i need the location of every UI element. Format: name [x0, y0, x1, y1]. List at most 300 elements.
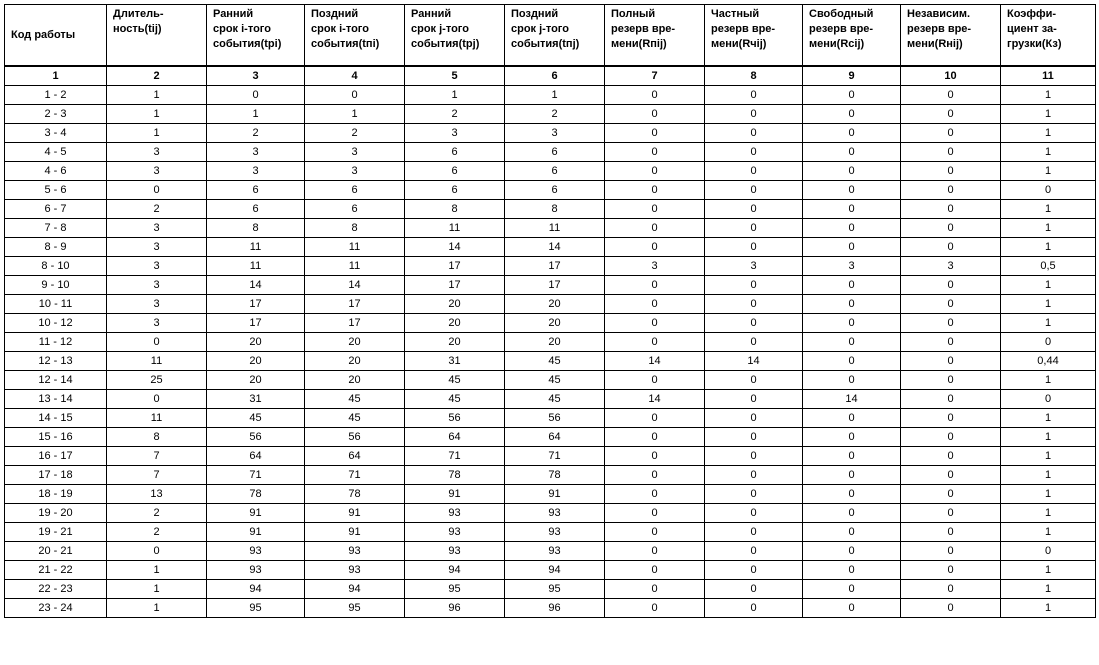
column-header: Свободный резерв вре- мени(Rсij) [803, 5, 901, 67]
table-row [5, 162, 1096, 181]
table-cell: 64 [405, 428, 505, 447]
table-cell: 0 [803, 124, 901, 143]
table-cell: 0 [803, 580, 901, 599]
table-cell: 0 [605, 200, 705, 219]
column-number: 4 [305, 66, 405, 86]
table-cell: 0 [901, 333, 1001, 352]
table-cell: 0,5 [1001, 257, 1096, 276]
table-cell: 1 [1001, 599, 1096, 618]
table-cell: 0 [705, 428, 803, 447]
table-cell: 0 [107, 390, 207, 409]
table-cell: 0 [605, 523, 705, 542]
table-cell: 0 [803, 447, 901, 466]
table-cell: 3 [305, 143, 405, 162]
table-cell: 17 [505, 276, 605, 295]
column-number: 9 [803, 66, 901, 86]
table-cell: 93 [405, 523, 505, 542]
table-cell: 6 [207, 200, 305, 219]
column-number: 1 [5, 66, 107, 86]
work-code-cell: 9 - 10 [5, 276, 107, 295]
table-row [5, 504, 1096, 523]
table-cell: 14 [605, 352, 705, 371]
table-cell: 93 [505, 504, 605, 523]
table-cell: 0 [803, 542, 901, 561]
column-number-row [5, 66, 1096, 86]
table-cell: 64 [207, 447, 305, 466]
work-code-cell: 4 - 6 [5, 162, 107, 181]
table-cell: 93 [207, 561, 305, 580]
table-cell: 0 [605, 428, 705, 447]
work-code-cell: 8 - 9 [5, 238, 107, 257]
table-cell: 0 [705, 523, 803, 542]
table-cell: 56 [305, 428, 405, 447]
table-cell: 0 [605, 181, 705, 200]
work-code-cell: 12 - 13 [5, 352, 107, 371]
table-cell: 45 [505, 371, 605, 390]
table-row [5, 409, 1096, 428]
table-cell: 91 [305, 523, 405, 542]
table-cell: 0 [705, 580, 803, 599]
table-row [5, 86, 1096, 105]
table-cell: 20 [505, 314, 605, 333]
table-cell: 7 [107, 447, 207, 466]
table-cell: 31 [207, 390, 305, 409]
table-cell: 20 [405, 295, 505, 314]
table-cell: 0 [605, 314, 705, 333]
table-row [5, 295, 1096, 314]
work-code-cell: 19 - 21 [5, 523, 107, 542]
table-row [5, 561, 1096, 580]
table-cell: 95 [305, 599, 405, 618]
table-cell: 64 [305, 447, 405, 466]
table-cell: 0 [803, 314, 901, 333]
column-header: Поздний срок j-того события(tпj) [505, 5, 605, 67]
table-cell: 1 [107, 105, 207, 124]
work-code-cell: 1 - 2 [5, 86, 107, 105]
table-cell: 0 [901, 219, 1001, 238]
network-schedule-table [4, 4, 1096, 618]
work-code-cell: 7 - 8 [5, 219, 107, 238]
table-cell: 1 [1001, 428, 1096, 447]
table-cell: 0 [803, 466, 901, 485]
table-cell: 17 [305, 314, 405, 333]
table-cell: 0 [705, 466, 803, 485]
work-code-cell: 19 - 20 [5, 504, 107, 523]
table-cell: 0 [803, 485, 901, 504]
table-row [5, 542, 1096, 561]
table-cell: 0 [605, 86, 705, 105]
table-row [5, 200, 1096, 219]
table-cell: 1 [1001, 466, 1096, 485]
table-cell: 94 [405, 561, 505, 580]
column-number: 10 [901, 66, 1001, 86]
table-cell: 20 [207, 333, 305, 352]
table-cell: 0 [901, 105, 1001, 124]
table-row [5, 466, 1096, 485]
column-header: Ранний срок i-того события(tpi) [207, 5, 305, 67]
work-code-cell: 3 - 4 [5, 124, 107, 143]
table-cell: 6 [405, 162, 505, 181]
table-row [5, 371, 1096, 390]
table-row [5, 599, 1096, 618]
table-row [5, 105, 1096, 124]
table-cell: 0 [605, 466, 705, 485]
table-cell: 93 [405, 504, 505, 523]
table-cell: 1 [1001, 485, 1096, 504]
table-cell: 2 [405, 105, 505, 124]
table-cell: 0 [803, 181, 901, 200]
table-cell: 0 [605, 219, 705, 238]
table-cell: 56 [207, 428, 305, 447]
table-cell: 25 [107, 371, 207, 390]
table-row [5, 276, 1096, 295]
table-cell: 93 [305, 561, 405, 580]
table-cell: 0 [901, 143, 1001, 162]
table-cell: 71 [405, 447, 505, 466]
table-row [5, 238, 1096, 257]
table-cell: 78 [505, 466, 605, 485]
table-cell: 3 [207, 143, 305, 162]
table-cell: 2 [107, 504, 207, 523]
table-cell: 3 [107, 295, 207, 314]
table-cell: 0 [901, 561, 1001, 580]
table-row [5, 447, 1096, 466]
table-cell: 1 [1001, 371, 1096, 390]
table-cell: 0 [605, 295, 705, 314]
column-header: Коэффи- циент за- грузки(Кз) [1001, 5, 1096, 67]
table-cell: 0 [605, 447, 705, 466]
table-cell: 6 [505, 162, 605, 181]
table-cell: 93 [405, 542, 505, 561]
table-cell: 0 [207, 86, 305, 105]
table-cell: 0 [605, 504, 705, 523]
table-cell: 0 [901, 238, 1001, 257]
table-row [5, 580, 1096, 599]
table-cell: 0 [605, 561, 705, 580]
table-cell: 14 [505, 238, 605, 257]
table-cell: 3 [107, 257, 207, 276]
table-cell: 20 [207, 371, 305, 390]
table-cell: 6 [305, 181, 405, 200]
table-cell: 2 [305, 124, 405, 143]
table-cell: 1 [1001, 447, 1096, 466]
table-cell: 1 [405, 86, 505, 105]
table-cell: 0 [901, 86, 1001, 105]
table-cell: 0 [901, 390, 1001, 409]
table-row [5, 390, 1096, 409]
table-cell: 0 [901, 466, 1001, 485]
table-cell: 1 [1001, 409, 1096, 428]
table-cell: 20 [305, 371, 405, 390]
table-cell: 0 [605, 143, 705, 162]
table-cell: 14 [605, 390, 705, 409]
table-cell: 0 [705, 599, 803, 618]
work-code-cell: 17 - 18 [5, 466, 107, 485]
table-row [5, 333, 1096, 352]
work-code-cell: 18 - 19 [5, 485, 107, 504]
table-cell: 0 [605, 409, 705, 428]
table-cell: 94 [207, 580, 305, 599]
table-cell: 0 [901, 352, 1001, 371]
table-cell: 1 [1001, 523, 1096, 542]
table-cell: 0 [901, 200, 1001, 219]
work-code-cell: 12 - 14 [5, 371, 107, 390]
table-cell: 0 [107, 181, 207, 200]
table-cell: 11 [207, 257, 305, 276]
work-code-cell: 15 - 16 [5, 428, 107, 447]
table-cell: 0 [705, 162, 803, 181]
table-cell: 45 [405, 390, 505, 409]
table-cell: 0 [107, 542, 207, 561]
work-code-cell: 20 - 21 [5, 542, 107, 561]
table-cell: 0 [803, 523, 901, 542]
column-header: Полный резерв вре- мени(Rпij) [605, 5, 705, 67]
table-cell: 0 [705, 276, 803, 295]
table-cell: 45 [305, 409, 405, 428]
table-cell: 1 [107, 124, 207, 143]
table-row [5, 143, 1096, 162]
table-cell: 0 [605, 542, 705, 561]
table-row [5, 314, 1096, 333]
table-cell: 3 [605, 257, 705, 276]
table-cell: 0 [705, 390, 803, 409]
column-number: 2 [107, 66, 207, 86]
table-cell: 0 [705, 124, 803, 143]
table-cell: 71 [207, 466, 305, 485]
table-cell: 56 [505, 409, 605, 428]
table-cell: 0 [705, 238, 803, 257]
work-code-cell: 13 - 14 [5, 390, 107, 409]
table-cell: 11 [107, 409, 207, 428]
table-cell: 0 [803, 276, 901, 295]
table-cell: 94 [505, 561, 605, 580]
table-cell: 0 [803, 295, 901, 314]
table-cell: 1 [1001, 105, 1096, 124]
table-cell: 1 [1001, 162, 1096, 181]
table-cell: 14 [305, 276, 405, 295]
table-cell: 0 [605, 599, 705, 618]
table-cell: 0 [1001, 542, 1096, 561]
table-cell: 3 [107, 276, 207, 295]
table-cell: 6 [505, 181, 605, 200]
table-cell: 1 [1001, 276, 1096, 295]
table-cell: 11 [505, 219, 605, 238]
table-cell: 0 [605, 162, 705, 181]
table-cell: 3 [705, 257, 803, 276]
table-row [5, 428, 1096, 447]
table-cell: 0 [705, 143, 803, 162]
table-cell: 0 [1001, 333, 1096, 352]
column-header: Код работы [5, 5, 107, 67]
table-cell: 0 [803, 143, 901, 162]
table-cell: 7 [107, 466, 207, 485]
table-cell: 14 [405, 238, 505, 257]
table-cell: 0 [705, 105, 803, 124]
work-code-cell: 16 - 17 [5, 447, 107, 466]
table-row [5, 352, 1096, 371]
table-cell: 45 [505, 352, 605, 371]
table-cell: 0 [901, 542, 1001, 561]
table-cell: 0 [705, 295, 803, 314]
table-cell: 0 [705, 200, 803, 219]
table-cell: 17 [207, 314, 305, 333]
table-cell: 1 [1001, 219, 1096, 238]
table-cell: 11 [305, 238, 405, 257]
table-cell: 0 [705, 561, 803, 580]
column-number: 11 [1001, 66, 1096, 86]
table-cell: 0 [605, 485, 705, 504]
table-row [5, 485, 1096, 504]
table-cell: 14 [207, 276, 305, 295]
table-cell: 93 [207, 542, 305, 561]
table-cell: 17 [207, 295, 305, 314]
table-cell: 20 [505, 333, 605, 352]
table-cell: 1 [1001, 143, 1096, 162]
table-cell: 17 [505, 257, 605, 276]
table-cell: 1 [107, 580, 207, 599]
table-cell: 8 [305, 219, 405, 238]
table-cell: 3 [803, 257, 901, 276]
table-cell: 1 [1001, 238, 1096, 257]
table-cell: 0 [901, 428, 1001, 447]
table-cell: 1 [207, 105, 305, 124]
table-row [5, 219, 1096, 238]
table-cell: 17 [305, 295, 405, 314]
table-cell: 0 [803, 352, 901, 371]
table-cell: 20 [405, 314, 505, 333]
table-cell: 0 [901, 409, 1001, 428]
column-number: 7 [605, 66, 705, 86]
table-cell: 2 [107, 523, 207, 542]
table-body [5, 86, 1096, 618]
table-cell: 96 [505, 599, 605, 618]
work-code-cell: 6 - 7 [5, 200, 107, 219]
table-cell: 1 [1001, 124, 1096, 143]
table-cell: 91 [207, 523, 305, 542]
table-cell: 0 [1001, 181, 1096, 200]
column-number: 5 [405, 66, 505, 86]
table-cell: 11 [305, 257, 405, 276]
table-cell: 0 [901, 314, 1001, 333]
table-cell: 13 [107, 485, 207, 504]
table-cell: 14 [705, 352, 803, 371]
table-cell: 0 [901, 295, 1001, 314]
table-row [5, 257, 1096, 276]
table-cell: 3 [405, 124, 505, 143]
table-cell: 0 [605, 105, 705, 124]
column-header: Частный резерв вре- мени(Rчij) [705, 5, 803, 67]
table-cell: 0 [305, 86, 405, 105]
table-cell: 0 [705, 447, 803, 466]
table-cell: 6 [207, 181, 305, 200]
work-code-cell: 23 - 24 [5, 599, 107, 618]
table-cell: 0 [901, 162, 1001, 181]
table-cell: 0 [605, 276, 705, 295]
table-cell: 1 [107, 86, 207, 105]
table-cell: 20 [305, 333, 405, 352]
table-cell: 1 [1001, 314, 1096, 333]
table-cell: 78 [305, 485, 405, 504]
table-cell: 45 [207, 409, 305, 428]
table-cell: 0 [705, 181, 803, 200]
table-cell: 78 [207, 485, 305, 504]
work-code-cell: 8 - 10 [5, 257, 107, 276]
table-cell: 14 [803, 390, 901, 409]
table-cell: 93 [305, 542, 405, 561]
work-code-cell: 11 - 12 [5, 333, 107, 352]
table-cell: 64 [505, 428, 605, 447]
table-cell: 1 [305, 105, 405, 124]
column-number: 6 [505, 66, 605, 86]
table-cell: 11 [207, 238, 305, 257]
table-cell: 0 [705, 504, 803, 523]
table-row [5, 124, 1096, 143]
table-cell: 0 [901, 523, 1001, 542]
table-cell: 0 [605, 580, 705, 599]
table-cell: 3 [305, 162, 405, 181]
table-cell: 0 [705, 314, 803, 333]
table-cell: 95 [505, 580, 605, 599]
table-cell: 1 [1001, 295, 1096, 314]
table-cell: 0 [705, 333, 803, 352]
table-cell: 0 [803, 105, 901, 124]
table-cell: 0 [605, 124, 705, 143]
table-cell: 11 [405, 219, 505, 238]
table-cell: 2 [505, 105, 605, 124]
table-cell: 0 [803, 504, 901, 523]
table-cell: 1 [1001, 504, 1096, 523]
table-cell: 0 [705, 542, 803, 561]
table-cell: 1 [1001, 86, 1096, 105]
work-code-cell: 21 - 22 [5, 561, 107, 580]
table-cell: 31 [405, 352, 505, 371]
table-cell: 0 [605, 333, 705, 352]
table-cell: 3 [107, 238, 207, 257]
table-cell: 0 [1001, 390, 1096, 409]
table-cell: 91 [405, 485, 505, 504]
table-cell: 2 [207, 124, 305, 143]
table-cell: 0 [803, 428, 901, 447]
table-cell: 0 [705, 409, 803, 428]
column-header: Независим. резерв вре- мени(Rнij) [901, 5, 1001, 67]
table-cell: 0 [803, 86, 901, 105]
table-cell: 96 [405, 599, 505, 618]
table-cell: 0 [705, 371, 803, 390]
table-cell: 45 [505, 390, 605, 409]
table-cell: 0 [901, 276, 1001, 295]
table-cell: 45 [305, 390, 405, 409]
column-header: Поздний срок i-того события(tпi) [305, 5, 405, 67]
table-cell: 0 [901, 485, 1001, 504]
table-cell: 1 [1001, 200, 1096, 219]
table-cell: 0 [803, 599, 901, 618]
column-number: 3 [207, 66, 305, 86]
table-cell: 8 [207, 219, 305, 238]
table-cell: 1 [107, 561, 207, 580]
table-cell: 3 [107, 219, 207, 238]
table-cell: 20 [505, 295, 605, 314]
work-code-cell: 5 - 6 [5, 181, 107, 200]
table-cell: 20 [207, 352, 305, 371]
table-cell: 0 [901, 124, 1001, 143]
table-cell: 93 [505, 542, 605, 561]
table-cell: 0 [901, 371, 1001, 390]
table-cell: 0 [803, 409, 901, 428]
table-cell: 6 [505, 143, 605, 162]
table-cell: 8 [505, 200, 605, 219]
table-cell: 0 [901, 599, 1001, 618]
table-cell: 0 [705, 219, 803, 238]
